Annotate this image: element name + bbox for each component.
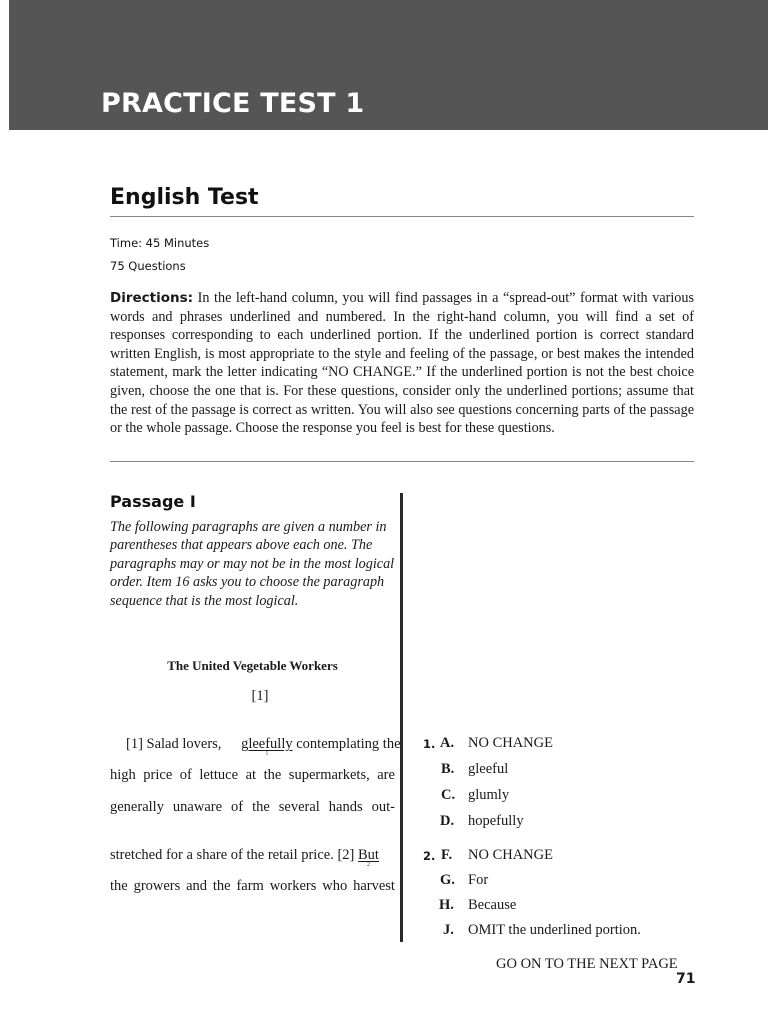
passage-word: high [110,767,136,783]
passage-line [110,799,395,816]
passage-word: several [278,799,320,815]
section-divider [110,216,694,217]
passage-word: the [263,767,282,783]
passage-line [110,847,395,868]
underlined-text: But [358,847,379,863]
option-letter: C. [441,787,456,803]
passage-word: who [322,878,348,894]
underline-number: 1 [265,751,269,757]
option-text: NO CHANGE [468,735,553,751]
directions-text: In the left-hand column, you will find passages in a “spread-out” format with various words and phrases underlined and numbered. In the right-hand column, you will find a set of responses corresponding to each underlined portion. If the underlined portion is correct standard written English, is most appropriate to the style and feeling of the passage, or best makes the intended statement, mark the letter indicating “NO CHANGE.” If the underlined portion is not the best choice given, choose the one that is. For these questions, consider only the underlined portions; assume that the rest of the passage is correct as written. You will also see questions concerning parts of the passage or the whole passage. Choose the response you feel is best for these questions. [110,290,694,437]
article-title: The United Vegetable Workers [167,658,338,673]
underline-number: 2 [366,862,370,868]
directions-label: Directions: [110,290,194,306]
passage-line [110,736,401,757]
question-number: 2. [423,849,436,863]
passage-word: harvest [353,878,395,894]
passage-word: of [179,767,192,783]
passage-intro: The following paragraphs are given a number in parentheses that appears above each one. The paragraphs may or may not be in the most logical order. Item 16 asks you to choose the paragraph sequence that is the most logical. [110,519,395,609]
passage-title: Passage I [110,492,196,511]
question-number: 1. [423,737,436,751]
go-on-notice: GO ON TO THE NEXT PAGE [496,956,678,972]
time-limit: Time: 45 Minutes [110,236,210,250]
passage-word: growers [133,878,181,894]
option-text: Because [468,897,517,913]
passage-word: the [252,799,270,815]
passage-word: hands [328,799,363,815]
option-text: hopefully [468,813,524,829]
underlined-portion-1 [225,736,293,757]
passage-word: supermarkets, [288,767,370,783]
page-number: 71 [676,971,696,987]
page-header-title: PRACTICE TEST 1 [101,88,365,119]
passage-word: lettuce [199,767,239,783]
underlined-portion-2 [358,847,379,868]
option-letter: D. [440,813,455,829]
option-letter: B. [441,761,455,777]
option-letter: H. [439,897,454,913]
option-text: For [468,872,489,888]
passage-word: the [110,878,128,894]
directions-divider [110,461,694,462]
underlined-text: gleefully [241,736,293,752]
passage-line [110,767,395,784]
passage-word: farm [236,878,264,894]
option-text: NO CHANGE [468,847,553,863]
option-letter: A. [440,735,455,751]
option-text: OMIT the underlined portion. [468,922,641,938]
passage-word: price [143,767,173,783]
passage-text: [1] Salad lovers, [126,736,226,752]
passage-word: are [377,767,395,783]
passage-word: workers [269,878,317,894]
paragraph-number: [1] [251,688,269,704]
passage-word: at [245,767,257,783]
option-text: glumly [468,787,510,803]
option-text: gleeful [468,761,509,777]
passage-text: stretched for a share of the retail price. [2] [110,847,358,863]
directions [110,289,694,438]
passage-word: unaware [172,799,223,815]
passage-word: the [212,878,231,894]
column-divider [400,493,403,942]
passage-text: contemplating the [292,736,401,752]
option-letter: F. [441,847,453,863]
passage-word: out- [371,799,395,815]
passage-word: generally [110,799,164,815]
question-count: 75 Questions [110,259,186,273]
section-title: English Test [110,185,259,210]
passage-word: of [231,799,244,815]
passage-line [110,878,395,895]
option-letter: J. [443,922,454,938]
passage-word: and [186,878,208,894]
option-letter: G. [440,872,455,888]
